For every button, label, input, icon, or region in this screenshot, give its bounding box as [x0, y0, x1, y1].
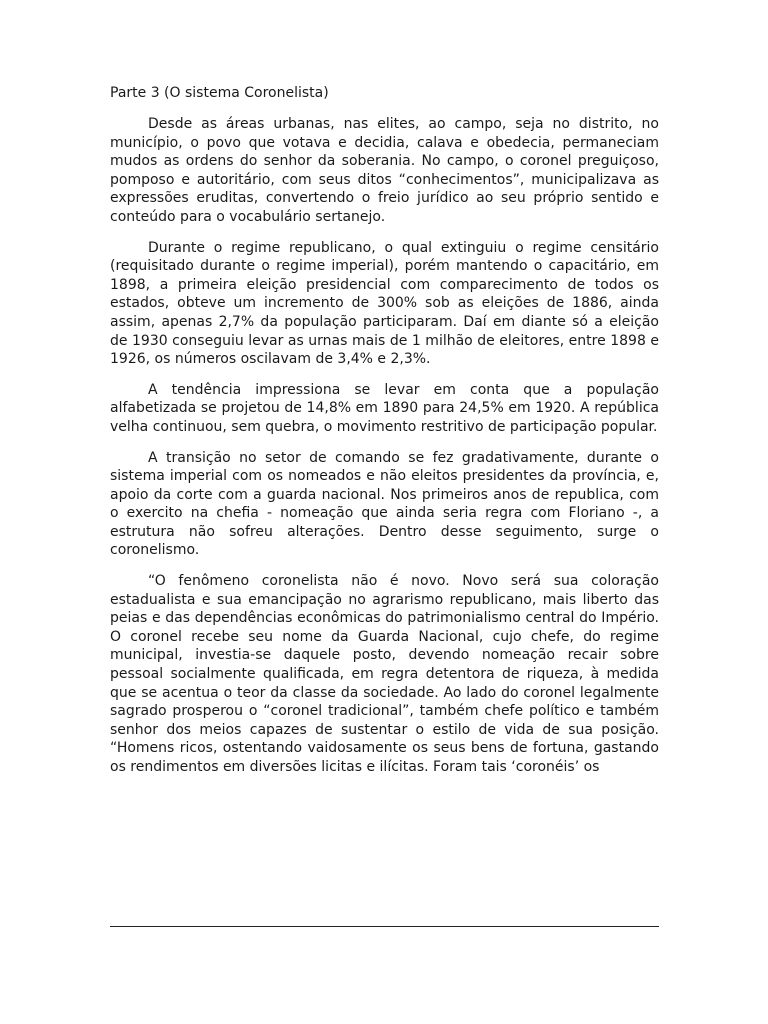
footnote-divider	[110, 926, 659, 927]
paragraph-5: “O fenômeno coronelista não é novo. Novo será sua coloração estadualista e sua emancipação no agrarismo republicano, mais liberto das peias e das dependências econômicas do patrimonialismo central do Império. O coronel recebe seu nome da Guarda Nacional, cujo chefe, do regime municipal, investia-se daquele posto, devendo nomeação recair sobre pessoal socialmente qualificada, em regra detentora de riqueza, à medida que se acentua o teor da classe da sociedade. Ao lado do coronel legalmente sagrado prosperou o “coronel tradicional”, também chefe político e também senhor dos meios capazes de sustentar o estilo de vida de sua posição. “Homens ricos, ostentando vaidosamente os seus bens de fortuna, gastando os rendimentos em diversões licitas e ilícitas. Foram tais ‘coronéis’ os	[110, 573, 659, 775]
document-page	[110, 84, 659, 789]
paragraph-1: Desde as áreas urbanas, nas elites, ao campo, seja no distrito, no município, o povo que votava e decidia, calava e obedecia, permaneciam mudos as ordens do senhor da soberania. No campo, o coronel preguiçoso, pomposo e autoritário, com seus ditos “conhecimentos”, municipalizava as expressões eruditas, convertendo o freio jurídico ao seu próprio sentido e conteúdo para o vocabulário sertanejo.	[110, 116, 659, 225]
paragraph-4: A transição no setor de comando se fez gradativamente, durante o sistema imperial com os nomeados e não eleitos presidentes da província, e, apoio da corte com a guarda nacional. Nos primeiros anos de republica, com o exercito na chefia - nomeação que ainda seria regra com Floriano -, a estrutura não sofreu alterações. Dentro desse seguimento, surge o coronelismo.	[110, 449, 659, 559]
paragraph-2: Durante o regime republicano, o qual extinguiu o regime censitário (requisitado durante o regime imperial), porém mantendo o capacitário, em 1898, a primeira eleição presidencial com comparecimento de todos os estados, obteve um incremento de 300% sob as eleições de 1886, ainda assim, apenas 2,7% da população participaram. Daí em diante só a eleição de 1930 conseguiu levar as urnas mais de 1 milhão de eleitores, entre 1898 e 1926, os números oscilavam de 3,4% e 2,3%.	[110, 239, 659, 368]
paragraph-3: A tendência impressiona se levar em conta que a população alfabetizada se projetou de 14,8% em 1890 para 24,5% em 1920. A república velha continuou, sem quebra, o movimento restritivo de participação popular.	[110, 381, 659, 435]
section-title: Parte 3 (O sistema Coronelista)	[110, 85, 329, 101]
